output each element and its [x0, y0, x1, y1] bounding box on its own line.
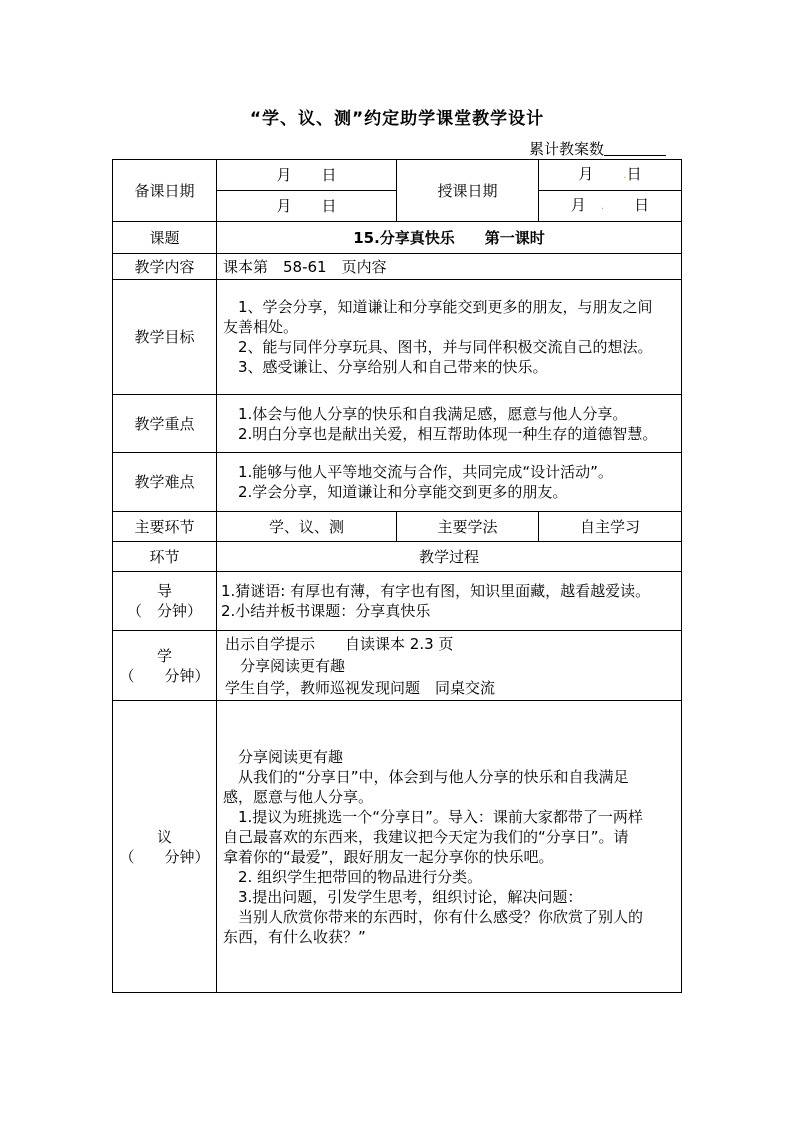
prep-date-label: 备课日期 — [113, 160, 217, 222]
learn-line: 学生自学，教师巡视发现问题 同桌交流 — [225, 678, 496, 697]
discuss-minutes: （ 分钟） — [119, 847, 210, 866]
teach-date-row1: 月 .日 — [539, 160, 682, 191]
guide-label — [113, 572, 217, 631]
main-stage-label: 主要环节 — [113, 512, 217, 542]
discuss-content — [217, 701, 682, 993]
teach-month-2: 月 — [570, 196, 586, 214]
difficulty-line: 2.学会分享，知道谦让和分享能交到更多的朋友。 — [238, 483, 568, 501]
discuss-line: 拿着你的“最爱”，跟好朋友一起分享你的快乐吧。 — [223, 847, 554, 866]
difficulties-value — [217, 453, 682, 512]
goal-line: 友善相处。 — [223, 318, 299, 336]
key-point-line: 1.体会与他人分享的快乐和自我满足感，愿意与他人分享。 — [238, 404, 628, 423]
learn-stage: 学 — [156, 646, 172, 665]
discuss-label — [113, 701, 217, 993]
discuss-line: 东西，有什么收获？” — [223, 927, 366, 946]
key-point-line: 2.明白分享也是献出关爱，相互帮助体现一种生存的道德智慧。 — [238, 424, 658, 443]
discuss-line: 从我们的“分享日”中，体会到与他人分享的快乐和自我满足 — [238, 767, 629, 786]
discuss-line: 自己最喜欢的东西来，我建议把今天定为我们的“分享日”。请 — [223, 827, 629, 846]
goal-line: 2、能与同伴分享玩具、图书，并与同伴积极交流自己的想法。 — [238, 338, 653, 356]
main-stage-value: 学、议、测 — [217, 512, 397, 542]
goal-line: 1、学会分享，知道谦让和分享能交到更多的朋友，与朋友之间 — [238, 298, 653, 316]
learn-minutes: （ 分钟） — [119, 666, 210, 685]
key-points-label: 教学重点 — [113, 395, 217, 453]
goals-label: 教学目标 — [113, 280, 217, 395]
guide-minutes: （ 分钟） — [126, 602, 202, 620]
key-points-value — [217, 395, 682, 453]
learn-label — [113, 631, 217, 701]
teach-day-1: 日 — [626, 165, 642, 183]
discuss-line: 感，愿意与他人分享。 — [223, 787, 374, 806]
guide-line: 2.小结并板书课题：分享真快乐 — [221, 602, 431, 620]
count-blank — [604, 141, 666, 156]
discuss-line: 2. 组织学生把带回的物品进行分类。 — [238, 867, 483, 886]
teach-month-1: 月 — [578, 165, 594, 183]
discuss-line: 3.提出问题，引发学生思考，组织讨论，解决问题： — [238, 887, 583, 906]
topic-value: 15.分享真快乐 第一课时 — [217, 222, 682, 254]
cumulative-plan-count — [529, 138, 666, 159]
content-label: 教学内容 — [113, 254, 217, 280]
lesson-plan-table — [112, 159, 682, 993]
teach-date-label: 授课日期 — [397, 160, 539, 222]
discuss-line: 1.提议为班挑选一个“分享日”。导入：课前大家都带了一两样 — [238, 807, 643, 826]
method-label: 主要学法 — [397, 512, 539, 542]
learn-content — [217, 631, 682, 701]
difficulty-line: 1.能够与他人平等地交流与合作，共同完成“设计活动”。 — [238, 463, 613, 481]
goals-value — [217, 280, 682, 395]
page-title: “学、议、测”约定助学课堂教学设计 — [249, 109, 545, 129]
process-stage-label: 环节 — [113, 542, 217, 572]
teach-day-2: 日 — [634, 196, 650, 214]
topic-label: 课题 — [113, 222, 217, 254]
teach-date-row2: 月 . 日 — [539, 191, 682, 222]
process-header: 教学过程 — [217, 542, 682, 572]
prep-date-row2: 月 日 — [217, 191, 397, 222]
goal-line: 3、感受谦让、分享给别人和自己带来的快乐。 — [238, 358, 548, 376]
content-value: 课本第 58-61 页内容 — [217, 254, 682, 280]
method-value: 自主学习 — [539, 512, 682, 542]
difficulties-label: 教学难点 — [113, 453, 217, 512]
guide-line: 1.猜谜语: 有厚也有薄，有字也有图，知识里面藏，越看越爱读。 — [221, 582, 651, 600]
guide-stage: 导 — [156, 582, 172, 600]
discuss-stage: 议 — [156, 827, 172, 846]
prep-date-row1: 月 日 — [217, 160, 397, 191]
guide-content — [217, 572, 682, 631]
discuss-line: 分享阅读更有趣 — [238, 747, 344, 766]
discuss-line: 当别人欣赏你带来的东西时，你有什么感受？你欣赏了别人的 — [238, 907, 644, 926]
learn-line: 出示自学提示 自读课本 2.3 页 — [225, 634, 454, 653]
learn-line: 分享阅读更有趣 — [225, 656, 346, 675]
cumulative-label: 累计教案数 — [529, 140, 605, 158]
